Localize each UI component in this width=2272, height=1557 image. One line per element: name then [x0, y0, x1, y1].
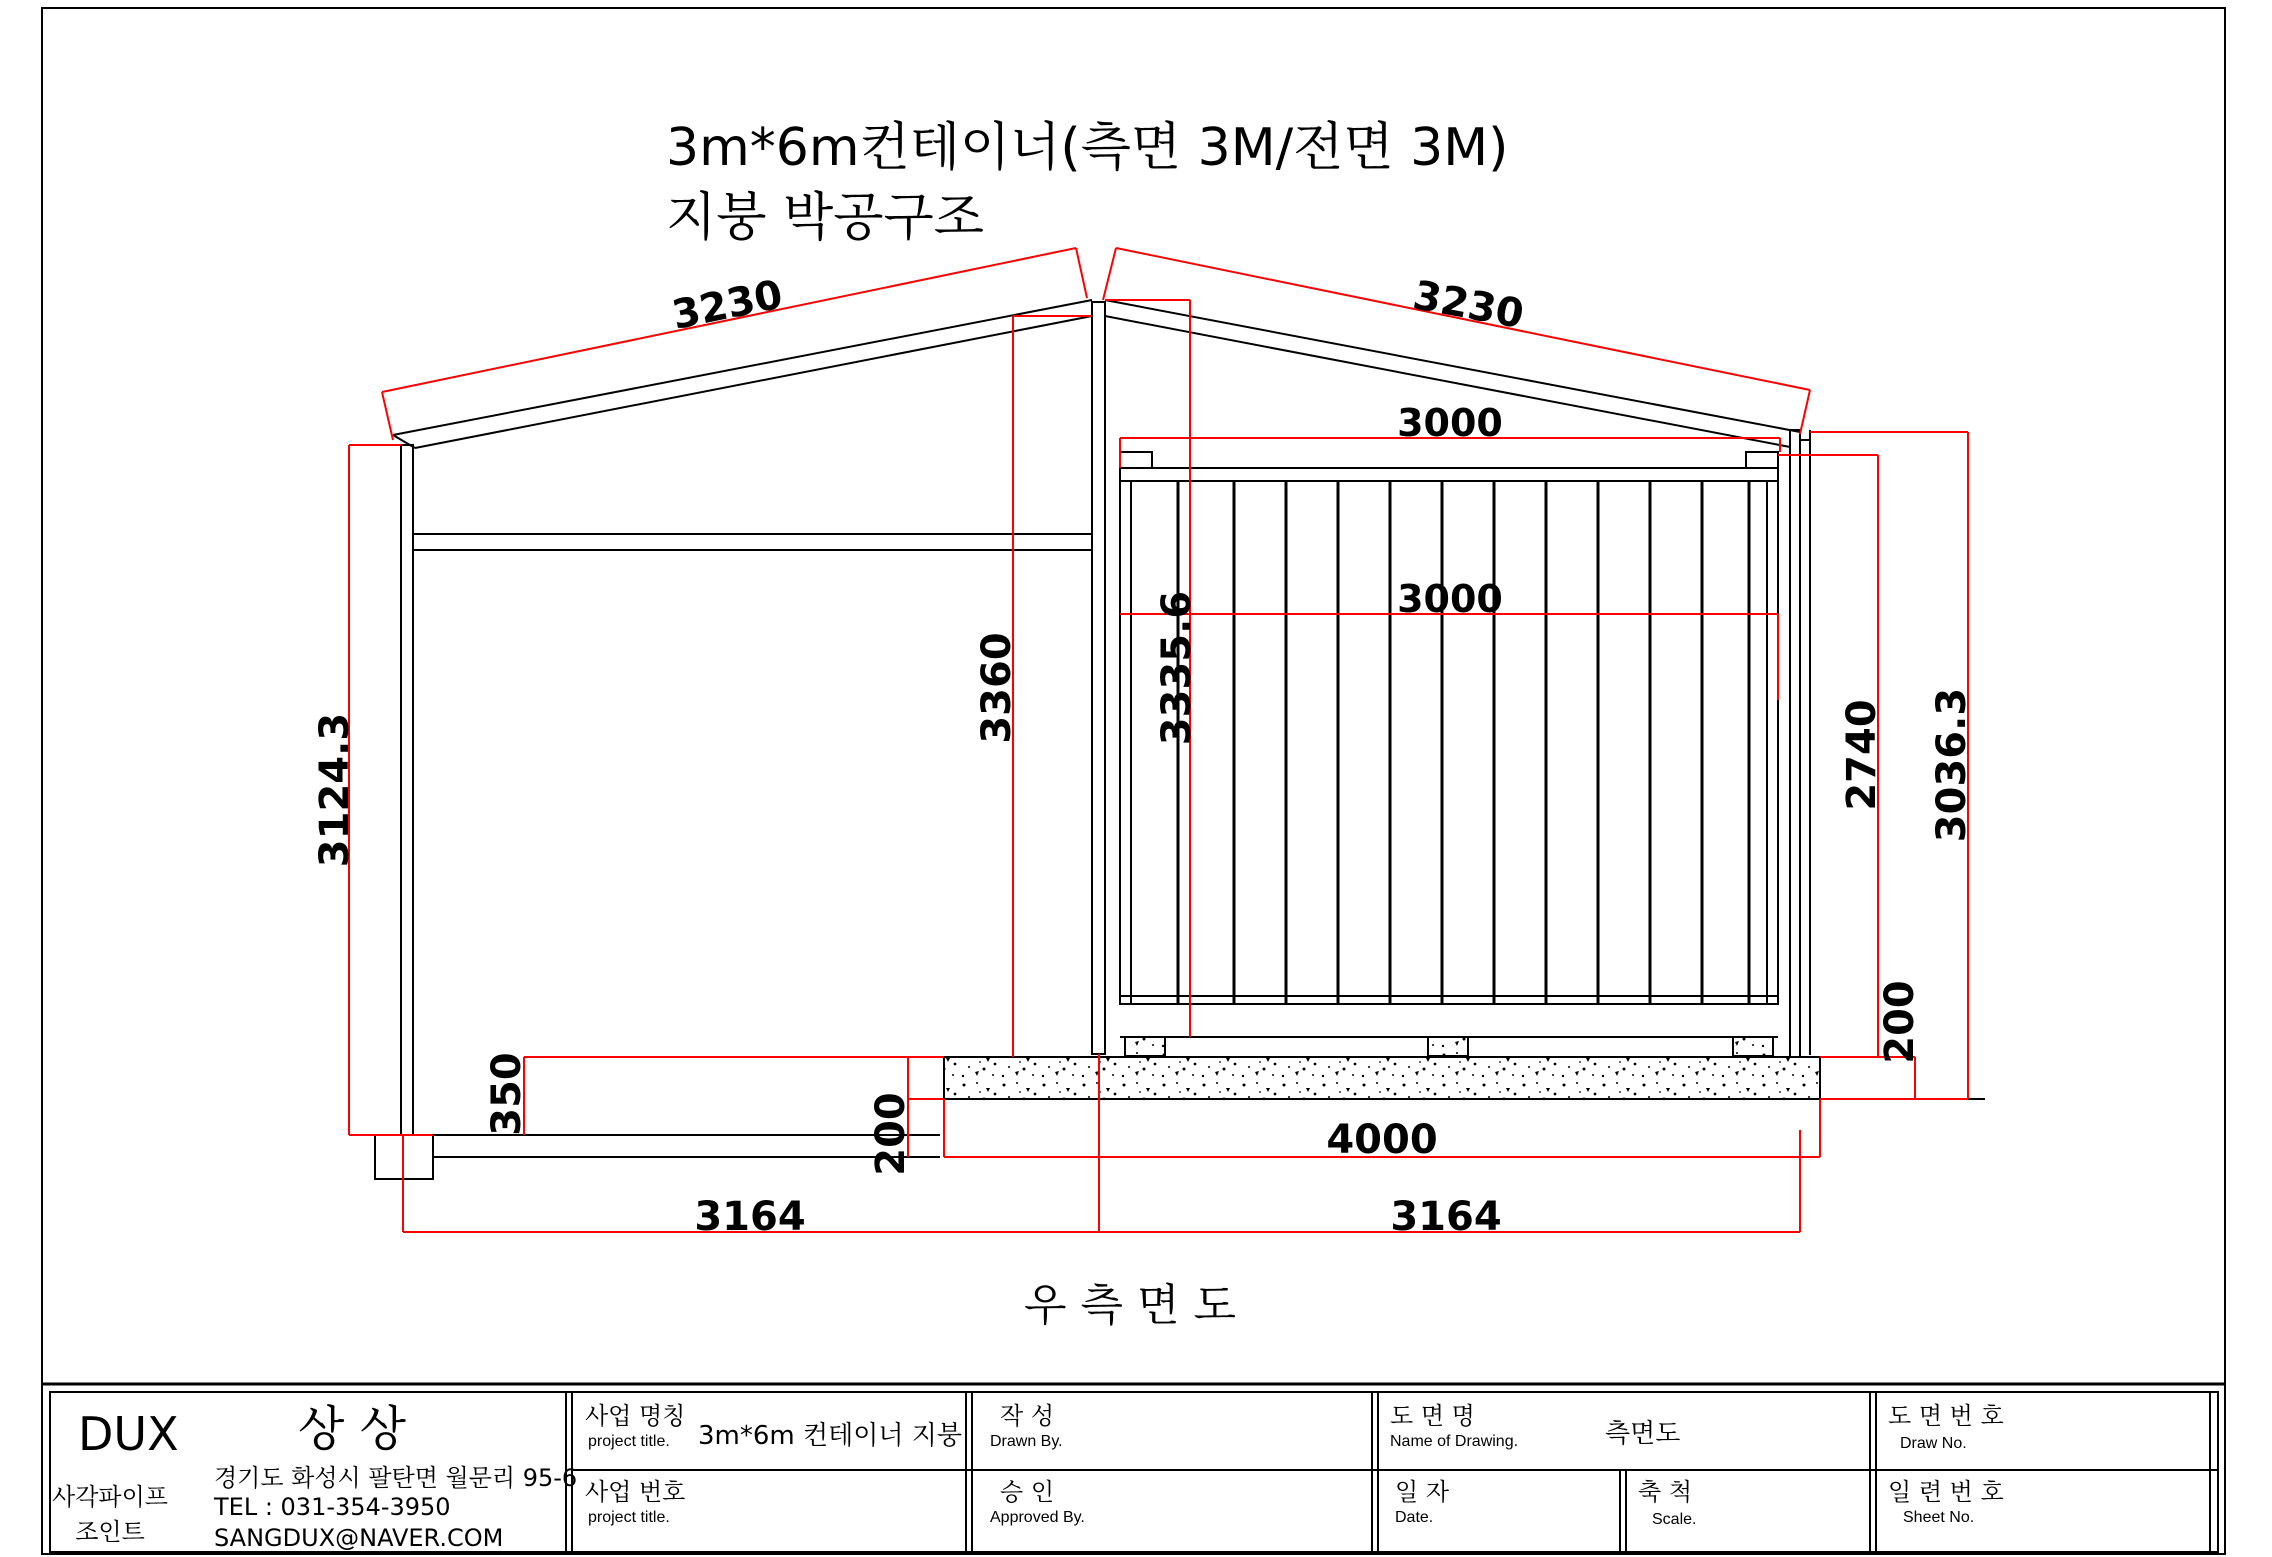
dim-span-left: 3164 — [694, 1194, 806, 1240]
structure — [375, 300, 1810, 1179]
dim-right-height: 3036.3 — [1929, 687, 1975, 843]
drawn-by-label: 작 성 — [1000, 1402, 1054, 1430]
company-type-line-2: 조인트 — [75, 1518, 145, 1546]
drawing-name-value: 측면도 — [1605, 1419, 1681, 1449]
approved-by-label: 승 인 — [1000, 1478, 1054, 1506]
container-ribs — [1178, 481, 1749, 1004]
project-title-value: 3m*6m 컨테이너 지붕 — [698, 1421, 962, 1451]
sheet-no-label: 일 련 번 호 — [1888, 1478, 2004, 1506]
drawing-name-sublabel: Name of Drawing. — [1390, 1433, 1519, 1450]
drawing-name-label: 도 면 명 — [1390, 1402, 1475, 1430]
approved-by-sublabel: Approved By. — [990, 1509, 1085, 1526]
dim-base-right: 200 — [1877, 980, 1923, 1064]
dim-center-height-2: 3335.6 — [1154, 590, 1200, 746]
support-blocks — [1125, 1037, 1773, 1056]
dim-base-mid: 200 — [868, 1092, 914, 1176]
date-sublabel: Date. — [1395, 1509, 1434, 1526]
dim-left-height: 3124.3 — [312, 712, 358, 868]
company-tel: TEL : 031-354-3950 — [214, 1493, 451, 1521]
draw-no-sublabel: Draw No. — [1900, 1435, 1967, 1452]
dim-container-height: 2740 — [1839, 699, 1885, 811]
dim-top-width: 3000 — [1397, 401, 1503, 445]
company-name: 상 상 — [298, 1401, 406, 1457]
draw-no-label: 도 면 번 호 — [1888, 1402, 2004, 1430]
dim-span-right: 3164 — [1390, 1194, 1502, 1240]
drawing-title-line-2: 지붕 박공구조 — [666, 188, 984, 248]
scale-sublabel: Scale. — [1652, 1511, 1697, 1528]
dim-center-height: 3360 — [974, 632, 1020, 744]
company-email: SANGDUX@NAVER.COM — [214, 1524, 504, 1552]
date-label: 일 자 — [1395, 1478, 1449, 1506]
project-no-sublabel: project title. — [588, 1509, 670, 1526]
project-title-sublabel: project title. — [588, 1433, 670, 1450]
drawn-by-sublabel: Drawn By. — [990, 1433, 1063, 1450]
concrete-pad — [944, 1057, 1820, 1099]
dim-pad-length: 4000 — [1326, 1117, 1438, 1163]
project-no-label: 사업 번호 — [585, 1478, 686, 1506]
sheet-no-sublabel: Sheet No. — [1903, 1509, 1975, 1526]
dim-base-left: 350 — [484, 1052, 530, 1136]
scale-label: 축 척 — [1638, 1478, 1692, 1506]
project-title-label: 사업 명칭 — [585, 1402, 686, 1430]
dim-mid-width: 3000 — [1397, 577, 1503, 621]
drawing-title-line-1: 3m*6m컨테이너(측면 3M/전면 3M) — [666, 118, 1509, 178]
dim-roof-left: 3230 — [668, 271, 787, 339]
company-type-line-1: 사각파이프 — [52, 1483, 168, 1511]
company-address: 경기도 화성시 팔탄면 월문리 95-6 — [214, 1464, 578, 1492]
view-label: 우 측 면 도 — [1024, 1280, 1236, 1331]
company-logo: DUX — [78, 1407, 179, 1461]
dim-roof-right: 3230 — [1409, 272, 1528, 338]
